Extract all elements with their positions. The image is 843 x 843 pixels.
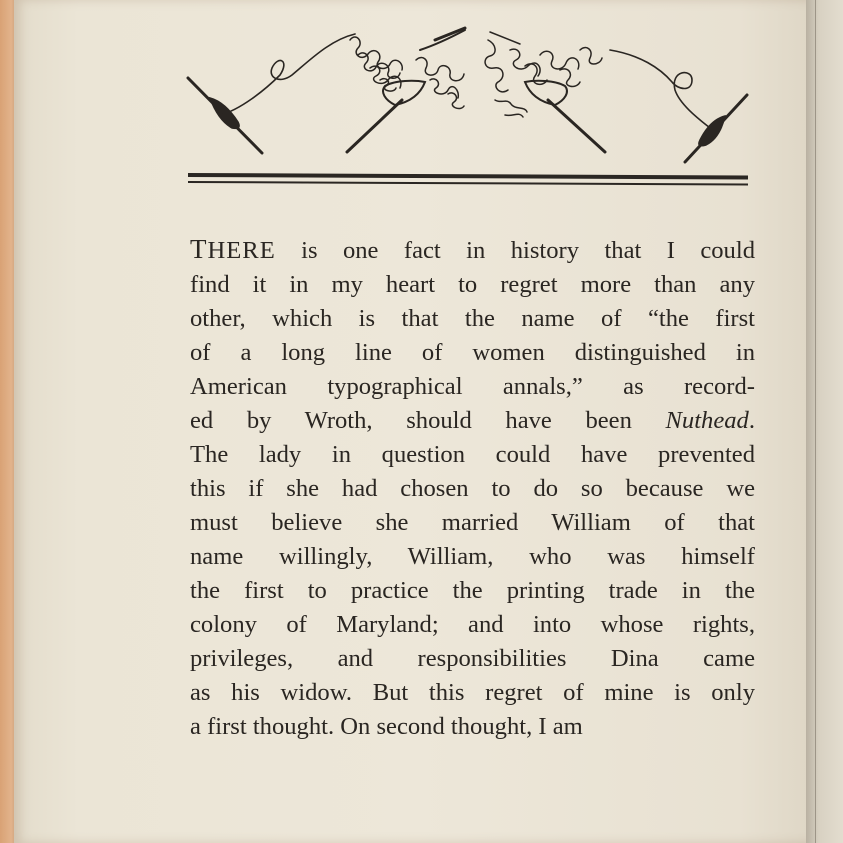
spindle-yarn-ornament-icon bbox=[180, 20, 755, 170]
text-line-12: colony of Maryland; and into whose rights, bbox=[190, 611, 755, 638]
left-spindle-icon bbox=[188, 34, 355, 153]
text-line-11: the first to practice the printing trade in the bbox=[190, 577, 755, 604]
text-line-5: American typographical annals,” as record- bbox=[190, 373, 755, 400]
gutter-line bbox=[815, 0, 816, 843]
text-line-14: as his widow. But this regret of mine is only bbox=[190, 679, 755, 706]
right-distaff-icon bbox=[485, 32, 605, 152]
text-line-4: of a long line of women distinguished in bbox=[190, 339, 755, 366]
text-line-1: THERE is one fact in history that I could bbox=[190, 234, 755, 264]
text-line-6: ed by Wroth, should have been Nuthead. bbox=[190, 407, 755, 434]
body-paragraph bbox=[190, 232, 755, 744]
text-line-8: this if she had chosen to do so because we bbox=[190, 475, 755, 502]
left-distaff-icon bbox=[347, 28, 465, 152]
page-gutter bbox=[806, 0, 843, 843]
text-line-2: find it in my heart to regret more than any bbox=[190, 271, 755, 298]
text-line-13: privileges, and responsibilities Dina came bbox=[190, 645, 755, 672]
right-spindle-icon bbox=[610, 50, 747, 162]
text-line-9: must believe she married William of that bbox=[190, 509, 755, 536]
text-line-7: The lady in question could have prevented bbox=[190, 441, 755, 468]
text-line-3: other, which is that the name of “the first bbox=[190, 305, 755, 332]
text-line-10: name willingly, William, who was himself bbox=[190, 543, 755, 570]
text-line-15: a first thought. On second thought, I am bbox=[190, 713, 583, 740]
italic-name: Nuthead bbox=[665, 407, 749, 434]
lead-word: THERE bbox=[190, 234, 276, 264]
